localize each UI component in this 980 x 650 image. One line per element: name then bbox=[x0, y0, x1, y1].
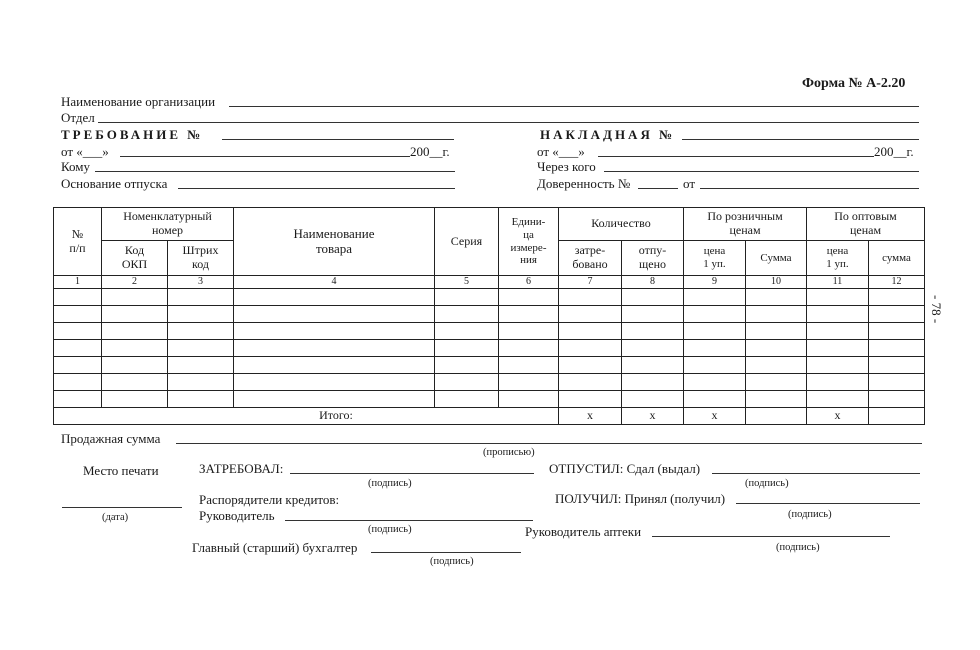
total-label: Итого: bbox=[54, 407, 559, 424]
date-caption: (дата) bbox=[102, 512, 129, 523]
released-label: ОТПУСТИЛ: Сдал (выдал) bbox=[549, 461, 701, 476]
sale-sum-label: Продажная сумма bbox=[61, 431, 161, 446]
header-wholesale-price: цена 1 уп. bbox=[807, 241, 869, 276]
invoice-year: 200__г. bbox=[874, 144, 914, 159]
form-number: Форма № А-2.20 bbox=[802, 76, 906, 91]
requisition-date-line[interactable] bbox=[120, 156, 410, 157]
requested-signature-caption: (подпись) bbox=[368, 478, 412, 489]
page-number: - 78 - bbox=[929, 295, 944, 324]
table-row[interactable] bbox=[54, 288, 925, 305]
total-x-mark: х bbox=[559, 407, 622, 424]
col-number: 5 bbox=[435, 276, 499, 289]
pharmacy-head-label: Руководитель аптеки bbox=[525, 524, 642, 539]
proxy-number-line[interactable] bbox=[638, 188, 678, 189]
requisition-to-line[interactable] bbox=[95, 171, 455, 172]
col-number: 10 bbox=[746, 276, 807, 289]
requisition-number-line[interactable] bbox=[222, 139, 454, 140]
requisition-year: 200__г. bbox=[410, 144, 450, 159]
sale-sum-line[interactable] bbox=[176, 443, 922, 444]
table-row[interactable] bbox=[54, 390, 925, 407]
col-number: 4 bbox=[234, 276, 435, 289]
dept-field-line[interactable] bbox=[98, 122, 919, 123]
invoice-date-line[interactable] bbox=[598, 156, 874, 157]
header-barcode: Штрих код bbox=[168, 241, 234, 276]
total-cell[interactable] bbox=[869, 407, 925, 424]
head-label: Руководитель bbox=[199, 508, 275, 523]
total-x-mark: х bbox=[622, 407, 684, 424]
dept-label: Отдел bbox=[61, 110, 95, 125]
total-cell[interactable] bbox=[746, 407, 807, 424]
head-signature-caption: (подпись) bbox=[368, 524, 412, 535]
via-label: Через кого bbox=[537, 159, 596, 174]
header-retail-price: цена 1 уп. bbox=[684, 241, 746, 276]
chief-accountant-signature-caption: (подпись) bbox=[430, 556, 474, 567]
col-number: 11 bbox=[807, 276, 869, 289]
header-num: № п/п bbox=[54, 208, 102, 276]
header-series: Серия bbox=[435, 208, 499, 276]
invoice-title: НАКЛАДНАЯ № bbox=[540, 127, 676, 142]
invoice-date-prefix: от «___» bbox=[537, 144, 585, 159]
col-number: 9 bbox=[684, 276, 746, 289]
header-nomenclature: Номенклатурный номер bbox=[102, 208, 234, 241]
col-number: 6 bbox=[499, 276, 559, 289]
header-released: отпу- щено bbox=[622, 241, 684, 276]
header-retail-sum: Сумма bbox=[746, 241, 807, 276]
col-number: 7 bbox=[559, 276, 622, 289]
header-requested: затре- бовано bbox=[559, 241, 622, 276]
goods-table bbox=[53, 207, 925, 425]
credit-managers-label: Распорядители кредитов: bbox=[199, 492, 340, 507]
pharmacy-head-signature-caption: (подпись) bbox=[776, 542, 820, 553]
head-signature-line[interactable] bbox=[285, 520, 533, 521]
released-signature-line[interactable] bbox=[712, 473, 920, 474]
table-row[interactable] bbox=[54, 305, 925, 322]
header-wholesale-sum: сумма bbox=[869, 241, 925, 276]
table-row[interactable] bbox=[54, 356, 925, 373]
requisition-to-label: Кому bbox=[61, 159, 91, 174]
total-x-mark: х bbox=[684, 407, 746, 424]
basis-label: Основание отпуска bbox=[61, 176, 168, 191]
pharmacy-head-signature-line[interactable] bbox=[652, 536, 890, 537]
header-product-name: Наименование товара bbox=[234, 208, 435, 276]
total-row bbox=[54, 407, 925, 424]
col-number: 8 bbox=[622, 276, 684, 289]
header-okp: Код ОКП bbox=[102, 241, 168, 276]
header-retail: По розничным ценам bbox=[684, 208, 807, 241]
released-signature-caption: (подпись) bbox=[745, 478, 789, 489]
proxy-from-label: от bbox=[683, 176, 696, 191]
requested-label: ЗАТРЕБОВАЛ: bbox=[199, 461, 284, 476]
header-unit: Едини- ца измере- ния bbox=[499, 208, 559, 276]
org-field-line[interactable] bbox=[229, 106, 919, 107]
requisition-title: ТРЕБОВАНИЕ № bbox=[61, 127, 204, 142]
invoice-number-line[interactable] bbox=[682, 139, 919, 140]
table-row[interactable] bbox=[54, 339, 925, 356]
via-line[interactable] bbox=[604, 171, 919, 172]
requisition-date-prefix: от «___» bbox=[61, 144, 109, 159]
col-number: 2 bbox=[102, 276, 168, 289]
received-signature-line[interactable] bbox=[736, 503, 920, 504]
col-number: 1 bbox=[54, 276, 102, 289]
basis-line[interactable] bbox=[178, 188, 455, 189]
proxy-label: Доверенность № bbox=[537, 176, 631, 191]
header-wholesale: По оптовым ценам bbox=[807, 208, 925, 241]
org-label: Наименование организации bbox=[61, 94, 216, 109]
chief-accountant-signature-line[interactable] bbox=[371, 552, 521, 553]
stamp-place: Место печати bbox=[83, 463, 159, 478]
col-number: 12 bbox=[869, 276, 925, 289]
proxy-date-line[interactable] bbox=[700, 188, 919, 189]
table-row[interactable] bbox=[54, 322, 925, 339]
col-number: 3 bbox=[168, 276, 234, 289]
total-x-mark: х bbox=[807, 407, 869, 424]
received-signature-caption: (подпись) bbox=[788, 509, 832, 520]
requested-signature-line[interactable] bbox=[290, 473, 534, 474]
in-words-caption: (прописью) bbox=[483, 447, 535, 458]
received-label: ПОЛУЧИЛ: Принял (получил) bbox=[555, 491, 726, 506]
header-quantity: Количество bbox=[559, 208, 684, 241]
date-line[interactable] bbox=[62, 507, 182, 508]
chief-accountant-label: Главный (старший) бухгалтер bbox=[192, 540, 358, 555]
table-row[interactable] bbox=[54, 373, 925, 390]
